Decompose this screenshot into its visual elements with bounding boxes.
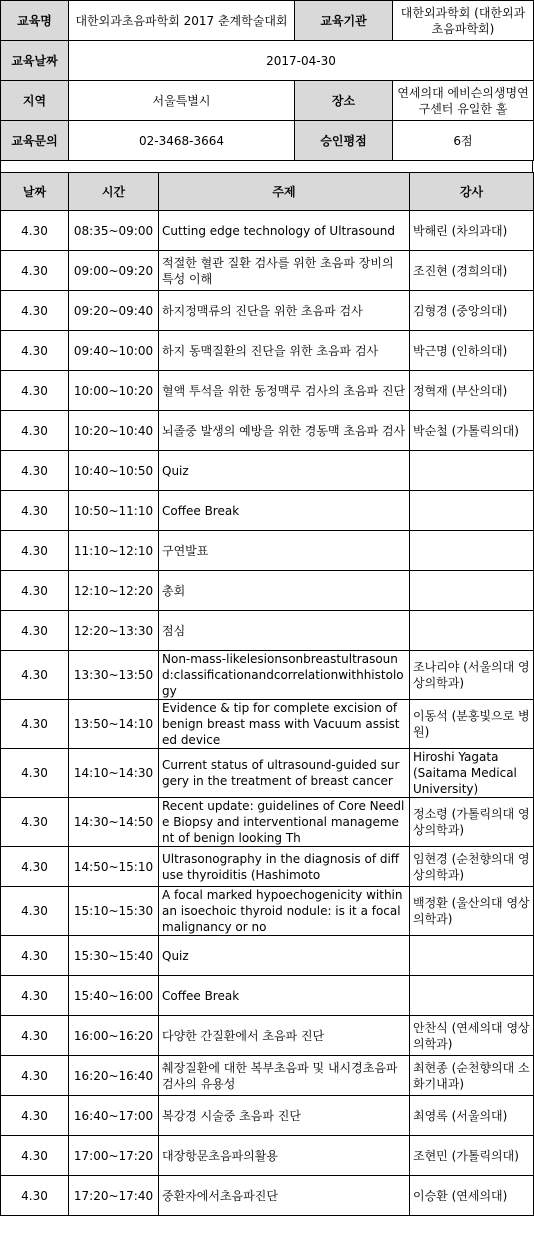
contact-value: 02-3468-3664 <box>69 121 295 161</box>
row-time: 14:30~14:50 <box>69 798 159 847</box>
table-row <box>1 411 534 451</box>
row-date: 4.30 <box>1 1056 69 1096</box>
row-time: 15:30~15:40 <box>69 936 159 976</box>
institution-label: 교육기관 <box>295 1 393 41</box>
row-topic: 하지 동맥질환의 진단을 위한 초음파 검사 <box>159 331 410 371</box>
row-speaker: 이승환 (연세의대) <box>410 1176 534 1216</box>
row-time: 09:40~10:00 <box>69 331 159 371</box>
row-time: 10:40~10:50 <box>69 451 159 491</box>
credits-value: 6점 <box>393 121 534 161</box>
row-speaker: 박순철 (가톨릭의대) <box>410 411 534 451</box>
venue-value: 연세의대 에비슨의생명연구센터 유일한 홀 <box>393 81 534 121</box>
table-row <box>1 371 534 411</box>
row-time: 13:30~13:50 <box>69 651 159 700</box>
row-topic: Ultrasonography in the diagnosis of diffuse thyroiditis (Hashimoto <box>159 847 410 887</box>
row-date: 4.30 <box>1 1176 69 1216</box>
course-info-table <box>0 0 534 161</box>
row-date: 4.30 <box>1 451 69 491</box>
institution-value: 대한외과학회 (대한외과초음파학회) <box>393 1 534 41</box>
table-row <box>1 1096 534 1136</box>
row-time: 12:20~13:30 <box>69 611 159 651</box>
row-speaker <box>410 491 534 531</box>
table-row <box>1 887 534 936</box>
row-speaker <box>410 531 534 571</box>
table-row <box>1 749 534 798</box>
row-topic: 점심 <box>159 611 410 651</box>
table-row <box>1 251 534 291</box>
table-row <box>1 1016 534 1056</box>
row-speaker: Hiroshi Yagata (Saitama Medical University) <box>410 749 534 798</box>
row-speaker: 임현경 (순천향의대 영상의학과) <box>410 847 534 887</box>
row-speaker <box>410 936 534 976</box>
row-topic: Current status of ultrasound-guided surgery in the treatment of breast cancer <box>159 749 410 798</box>
row-topic: 총회 <box>159 571 410 611</box>
table-row <box>1 491 534 531</box>
row-date: 4.30 <box>1 531 69 571</box>
course-name-value: 대한외과초음파학회 2017 춘계학술대회 <box>69 1 295 41</box>
row-topic: Coffee Break <box>159 491 410 531</box>
table-row <box>1 451 534 491</box>
region-label: 지역 <box>1 81 69 121</box>
table-row <box>1 291 534 331</box>
row-time: 10:00~10:20 <box>69 371 159 411</box>
row-speaker: 안찬식 (연세의대 영상의학과) <box>410 1016 534 1056</box>
row-topic: Evidence & tip for complete excision of benign breast mass with Vacuum assisted device <box>159 700 410 749</box>
row-topic: 췌장질환에 대한 복부초음파 및 내시경초음파검사의 유용성 <box>159 1056 410 1096</box>
row-date: 4.30 <box>1 749 69 798</box>
date-value: 2017-04-30 <box>69 41 534 81</box>
table-row <box>1 1136 534 1176</box>
row-date: 4.30 <box>1 847 69 887</box>
row-date: 4.30 <box>1 976 69 1016</box>
row-speaker: 조현민 (가톨릭의대) <box>410 1136 534 1176</box>
row-topic: 뇌졸중 발생의 예방을 위한 경동맥 초음파 검사 <box>159 411 410 451</box>
row-time: 13:50~14:10 <box>69 700 159 749</box>
row-time: 16:00~16:20 <box>69 1016 159 1056</box>
table-row <box>1 936 534 976</box>
row-date: 4.30 <box>1 700 69 749</box>
row-speaker: 최영록 (서울의대) <box>410 1096 534 1136</box>
row-topic: Quiz <box>159 451 410 491</box>
row-date: 4.30 <box>1 651 69 700</box>
row-time: 15:40~16:00 <box>69 976 159 1016</box>
row-date: 4.30 <box>1 936 69 976</box>
table-row <box>1 847 534 887</box>
table-row <box>1 798 534 847</box>
table-row <box>1 1176 534 1216</box>
row-date: 4.30 <box>1 251 69 291</box>
row-date: 4.30 <box>1 371 69 411</box>
row-time: 11:10~12:10 <box>69 531 159 571</box>
table-row <box>1 331 534 371</box>
row-topic: 구연발표 <box>159 531 410 571</box>
row-speaker: 최현종 (순천향의대 소화기내과) <box>410 1056 534 1096</box>
row-time: 08:35~09:00 <box>69 211 159 251</box>
row-time: 16:20~16:40 <box>69 1056 159 1096</box>
row-topic: 혈액 투석을 위한 동정맥루 검사의 초음파 진단 <box>159 371 410 411</box>
schedule-table <box>0 172 534 1216</box>
row-topic: Cutting edge technology of Ultrasound <box>159 211 410 251</box>
row-speaker <box>410 451 534 491</box>
credits-label: 승인평점 <box>295 121 393 161</box>
table-row <box>1 976 534 1016</box>
row-speaker: 박해린 (차의과대) <box>410 211 534 251</box>
row-time: 16:40~17:00 <box>69 1096 159 1136</box>
row-date: 4.30 <box>1 1016 69 1056</box>
header-speaker: 강사 <box>410 173 534 211</box>
row-time: 17:00~17:20 <box>69 1136 159 1176</box>
table-row <box>1 531 534 571</box>
row-topic: Non-mass-likelesionsonbreastultrasound:classificationandcorrelationwithhistology <box>159 651 410 700</box>
table-spacer <box>0 160 533 172</box>
row-date: 4.30 <box>1 887 69 936</box>
row-date: 4.30 <box>1 611 69 651</box>
row-topic: Coffee Break <box>159 976 410 1016</box>
row-speaker: 백정환 (울산의대 영상의학과) <box>410 887 534 936</box>
row-topic: A focal marked hypoechogenicity within an isoechoic thyroid nodule: is it a focal malignancy or no <box>159 887 410 936</box>
row-topic: 대장항문초음파의활용 <box>159 1136 410 1176</box>
row-date: 4.30 <box>1 1136 69 1176</box>
table-row <box>1 700 534 749</box>
table-row <box>1 651 534 700</box>
header-time: 시간 <box>69 173 159 211</box>
table-row <box>1 1056 534 1096</box>
row-speaker <box>410 611 534 651</box>
row-date: 4.30 <box>1 411 69 451</box>
schedule-body <box>1 211 534 1216</box>
row-speaker: 정소령 (가톨릭의대 영상의학과) <box>410 798 534 847</box>
row-date: 4.30 <box>1 331 69 371</box>
row-time: 14:10~14:30 <box>69 749 159 798</box>
row-speaker: 조진현 (경희의대) <box>410 251 534 291</box>
row-topic: 적절한 혈관 질환 검사를 위한 초음파 장비의 특성 이해 <box>159 251 410 291</box>
row-speaker <box>410 976 534 1016</box>
row-date: 4.30 <box>1 798 69 847</box>
row-time: 09:20~09:40 <box>69 291 159 331</box>
row-topic: 다양한 간질환에서 초음파 진단 <box>159 1016 410 1056</box>
row-topic: 복강경 시술중 초음파 진단 <box>159 1096 410 1136</box>
row-speaker: 정혁재 (부산의대) <box>410 371 534 411</box>
row-topic: 중환자에서초음파진단 <box>159 1176 410 1216</box>
row-date: 4.30 <box>1 291 69 331</box>
row-time: 15:10~15:30 <box>69 887 159 936</box>
row-topic: 하지정맥류의 진단을 위한 초음파 검사 <box>159 291 410 331</box>
header-topic: 주제 <box>159 173 410 211</box>
row-date: 4.30 <box>1 211 69 251</box>
row-date: 4.30 <box>1 1096 69 1136</box>
row-topic: Recent update: guidelines of Core Needle Biopsy and interventional management of benign looking Th <box>159 798 410 847</box>
region-value: 서울특별시 <box>69 81 295 121</box>
row-date: 4.30 <box>1 571 69 611</box>
course-name-label: 교육명 <box>1 1 69 41</box>
row-speaker: 박근명 (인하의대) <box>410 331 534 371</box>
row-time: 14:50~15:10 <box>69 847 159 887</box>
row-topic: Quiz <box>159 936 410 976</box>
row-time: 12:10~12:20 <box>69 571 159 611</box>
row-time: 09:00~09:20 <box>69 251 159 291</box>
row-time: 17:20~17:40 <box>69 1176 159 1216</box>
table-row <box>1 211 534 251</box>
row-speaker: 이동석 (분홍빛으로 병원) <box>410 700 534 749</box>
date-label: 교육날짜 <box>1 41 69 81</box>
table-row <box>1 611 534 651</box>
contact-label: 교육문의 <box>1 121 69 161</box>
venue-label: 장소 <box>295 81 393 121</box>
row-date: 4.30 <box>1 491 69 531</box>
row-speaker <box>410 571 534 611</box>
row-time: 10:50~11:10 <box>69 491 159 531</box>
header-date: 날짜 <box>1 173 69 211</box>
table-row <box>1 571 534 611</box>
row-time: 10:20~10:40 <box>69 411 159 451</box>
row-speaker: 조나리야 (서울의대 영상의학과) <box>410 651 534 700</box>
row-speaker: 김형경 (중앙의대) <box>410 291 534 331</box>
